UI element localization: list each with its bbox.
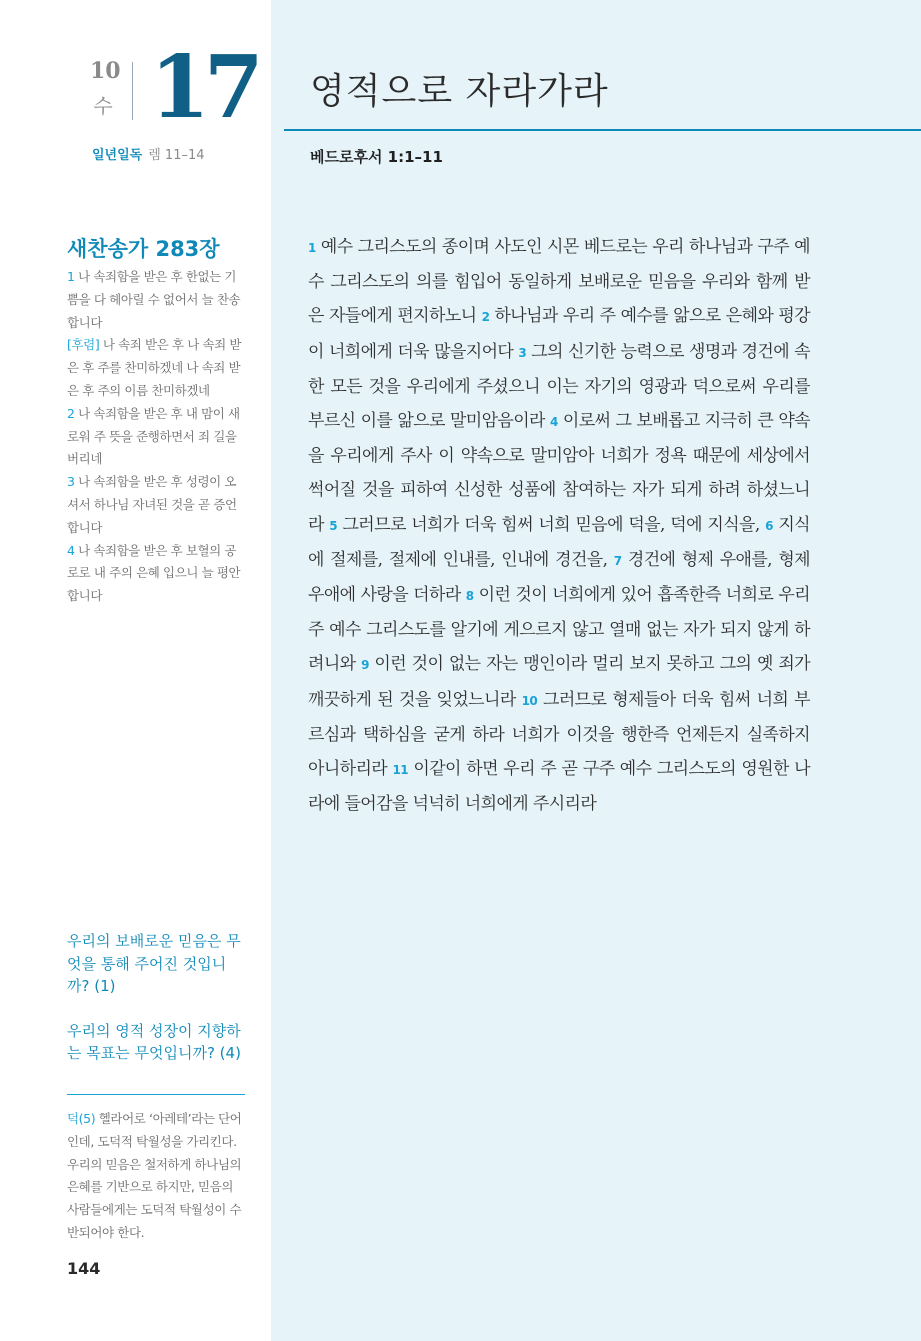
verse-number: 3 bbox=[518, 345, 527, 360]
verse-text: 이같이 하면 우리 주 곧 구주 예수 그리스도의 영원한 나라에 들어감을 넉넉히 너희에게 주시리라 bbox=[308, 759, 811, 815]
verse-number: 8 bbox=[465, 589, 474, 604]
hymn-line bbox=[67, 266, 247, 334]
verse-text: 그러므로 너희가 더욱 힘써 너희 믿음에 덕을, 덕에 지식을, bbox=[337, 514, 766, 535]
scripture-text bbox=[308, 230, 810, 821]
hymn-line bbox=[67, 334, 247, 402]
hymn-line bbox=[67, 540, 247, 608]
hymn-line-text: 나 속죄함을 받은 후 보혈의 공로로 내 주의 은혜 입으니 늘 평안합니다 bbox=[67, 542, 241, 604]
verse-number: 4 bbox=[550, 415, 558, 430]
hymn-line bbox=[67, 403, 247, 471]
hymn-line-text: 나 속죄함을 받은 후 내 맘이 새로워 주 뜻을 준행하면서 죄 길을 버리네 bbox=[67, 405, 240, 467]
verse-text: 그의 신기한 능력으로 생명과 경건에 속한 모든 것을 우리에게 주셨으니 이는 자기의 영광과 덕으로써 우리를 부르신 이를 앎으로 말미암음이라 bbox=[308, 341, 810, 432]
verse-text: 경건에 형제 우애를, 형제 우애에 사랑을 더하라 bbox=[308, 549, 810, 606]
verse-number: 7 bbox=[613, 553, 622, 568]
date-month: 10 bbox=[90, 58, 121, 84]
verse-number: 6 bbox=[765, 518, 773, 533]
reading-plan bbox=[92, 147, 205, 165]
note-term: 덕(5) bbox=[67, 1111, 96, 1126]
date-day: 17 bbox=[150, 37, 258, 138]
passage-reference: 베드로후서 1:1–11 bbox=[310, 148, 443, 166]
verse-number: 2 bbox=[481, 310, 490, 325]
date-weekday: 수 bbox=[93, 94, 113, 118]
sidebar bbox=[0, 0, 271, 1341]
hymn-line bbox=[67, 471, 247, 539]
reflection-questions bbox=[67, 930, 247, 1087]
verse-text: 이런 것이 없는 자는 맹인이라 멀리 보지 못하고 그의 옛 죄가 깨끗하게 된 것을 잊었느니라 bbox=[308, 654, 810, 710]
word-note bbox=[67, 1108, 247, 1245]
verse-text: 이런 것이 너희에게 있어 흡족한즉 너희로 우리 주 예수 그리스도를 알기에 게으르지 않고 열매 없는 자가 되지 않게 하려니와 bbox=[308, 585, 810, 675]
question-2: 우리의 영적 성장이 지향하는 목표는 무엇입니까? (4) bbox=[67, 1021, 241, 1062]
hymn-verse-number: 1 bbox=[67, 269, 75, 284]
verse-text: 그러므로 형제들아 더욱 힘써 너희 부르심과 택하심을 굳게 하라 너희가 이것을 행한즉 언제든지 실족하지 아니하리라 bbox=[308, 689, 810, 780]
verse-number: 10 bbox=[521, 693, 538, 708]
verse-text: 예수 그리스도의 종이며 사도인 시몬 베드로는 우리 하나님과 구주 예수 그리스도의 의를 힘입어 동일하게 보배로운 믿음을 우리와 함께 받은 자들에게 편지하노니 bbox=[308, 237, 810, 327]
note-text: 헬라어로 ‘아레테’라는 단어인데, 도덕적 탁월성을 가리킨다. 우리의 믿음은 철저하게 하나님의 은혜를 기반으로 하지만, 믿음의 사람들에게는 도덕적 탁월성이 수반되어야 한다. bbox=[67, 1111, 242, 1240]
hymn-verse-number: 2 bbox=[67, 405, 75, 421]
hymn-lyrics bbox=[67, 266, 247, 608]
verse-text: 하나님과 우리 주 예수를 앎으로 은혜와 평강이 너희에게 더욱 많을지어다 bbox=[308, 306, 810, 362]
hymn-verse-number: 3 bbox=[67, 474, 75, 490]
date-divider bbox=[132, 62, 133, 120]
verse-number: 1 bbox=[308, 241, 316, 255]
reading-plan-reference: 렘 11–14 bbox=[148, 148, 205, 163]
verse-number: 9 bbox=[361, 658, 369, 673]
verse-number: 11 bbox=[392, 763, 409, 778]
reading-plan-label: 일년일독 bbox=[92, 148, 143, 163]
question-1: 우리의 보배로운 믿음은 무엇을 통해 주어진 것입니까? (1) bbox=[67, 932, 241, 995]
verse-text: 지식에 절제를, 절제에 인내를, 인내에 경건을, bbox=[308, 514, 810, 570]
hymn-chorus-label: [후렴] bbox=[67, 337, 100, 353]
page-title: 영적으로 자라가라 bbox=[310, 71, 609, 112]
title-divider bbox=[284, 129, 921, 131]
hymn-line-text: 나 속죄 받은 후 나 속죄 받은 후 주를 찬미하겠네 나 속죄 받은 후 주의 이름 찬미하겠네 bbox=[67, 337, 242, 398]
hymn-title: 새찬송가 283장 bbox=[67, 237, 220, 261]
hymn-line-text: 나 속죄함을 받은 후 한없는 기쁨을 다 헤아릴 수 없어서 늘 찬송합니다 bbox=[67, 269, 241, 330]
page-number: 144 bbox=[67, 1259, 101, 1278]
hymn-verse-number: 4 bbox=[67, 542, 75, 558]
verse-number: 5 bbox=[329, 518, 338, 533]
verse-text: 이로써 그 보배롭고 지극히 큰 약속을 우리에게 주사 이 약속으로 말미암아 너희가 정욕 때문에 세상에서 썩어질 것을 피하여 신성한 성품에 참여하는 자가 되게 하려 하셨느니라 bbox=[308, 411, 810, 535]
hymn-line-text: 나 속죄함을 받은 후 성령이 오셔서 하나님 자녀된 것을 곧 증언합니다 bbox=[67, 474, 237, 535]
note-divider bbox=[67, 1094, 245, 1095]
